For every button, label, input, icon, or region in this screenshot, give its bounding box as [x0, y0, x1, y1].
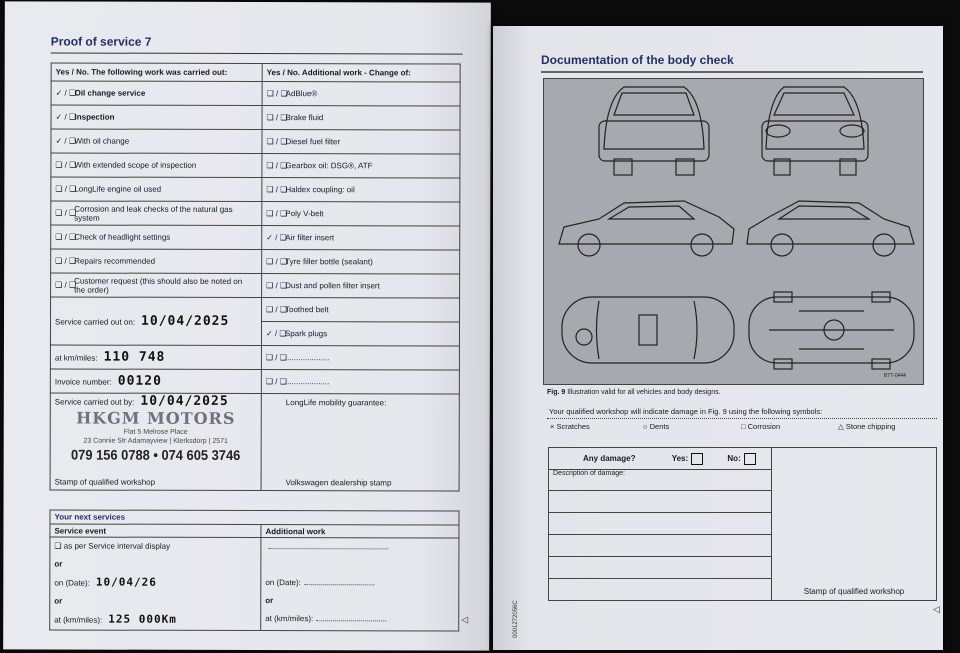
table-row: [51, 273, 460, 298]
yes-checkbox[interactable]: [691, 453, 703, 465]
next-services-table: [49, 509, 459, 631]
stamp-address-1: Flat 5 Melrose Place: [123, 428, 188, 436]
work-item-label: Corrosion and leak checks of the natural gas system: [74, 204, 233, 223]
work-item: [51, 273, 262, 298]
stamp-name: HKGM MOTORS: [76, 408, 236, 428]
checkbox-checked-icon[interactable]: ✓ / ❏: [265, 329, 287, 339]
table-row: [51, 153, 460, 178]
service-date-value: 10/04/2025: [141, 313, 230, 329]
workshop-stamp-caption: Stamp of qualified workshop: [803, 587, 905, 596]
service-table: [50, 62, 461, 491]
work-item-label: Repairs recommended: [74, 256, 156, 266]
any-damage-row: [549, 448, 772, 470]
work-item-label: Check of headlight settings: [74, 232, 171, 242]
additional-item: [262, 178, 460, 203]
description-line[interactable]: [549, 535, 772, 557]
service-date-cell: [50, 297, 261, 346]
additional-item: [262, 250, 460, 275]
checkbox-checked-icon[interactable]: ✓ / ❏: [55, 88, 77, 98]
figure-label: Fig. 9: [547, 389, 566, 396]
next-date-value: 10/04/26: [95, 575, 157, 589]
next-km-value: 125 000Km: [108, 612, 177, 626]
stamp-phone: 079 156 0788 • 074 605 3746: [71, 446, 241, 463]
blank-dots: ....................: [284, 377, 330, 387]
checkbox-icon[interactable]: ❏ / ❏: [55, 184, 77, 194]
table-row: [50, 345, 459, 370]
invoice-label: Invoice number:: [54, 377, 112, 387]
description-line[interactable]: [549, 513, 772, 535]
description-line[interactable]: [549, 579, 772, 601]
table-row: [51, 297, 460, 322]
additional-item: [262, 106, 460, 131]
at-km-label-2: at (km/miles):: [265, 614, 314, 624]
blank-item: [261, 346, 459, 371]
checkbox-checked-icon[interactable]: ✓ / ❏: [266, 233, 287, 243]
blank-dots: ....................: [284, 353, 330, 363]
at-km-label: at (km/miles):: [54, 615, 103, 625]
work-item-label: With oil change: [74, 136, 130, 146]
additional-item: [262, 82, 460, 107]
checkbox-icon[interactable]: ❏ / ❏: [266, 113, 288, 123]
guarantee-label: LongLife mobility guarantee:: [285, 398, 387, 408]
no-label: No:: [727, 453, 741, 463]
car-underbody-icon: [749, 292, 914, 369]
additional-date-row: [265, 574, 454, 592]
symbol-dents: ○ Dents: [643, 422, 670, 431]
workshop-stamp-area: [772, 448, 937, 601]
left-page: [3, 1, 491, 650]
additional-item: [262, 274, 460, 299]
page-title: Proof of service 7: [50, 34, 152, 49]
checkbox-icon[interactable]: ❏ / ❏: [55, 208, 77, 218]
symbol-corrosion: □ Corrosion: [741, 422, 781, 431]
dealer-caption: Volkswagen dealership stamp: [285, 478, 392, 488]
figure-caption: [547, 389, 721, 396]
car-side-left-icon: [559, 201, 734, 256]
title-rule: [51, 52, 463, 54]
symbol-stone-chipping: △ Stone chipping: [838, 422, 896, 431]
additional-item: [262, 226, 460, 251]
checkbox-icon[interactable]: ❏ / ❏: [266, 89, 288, 99]
invoice-cell: [50, 369, 261, 394]
table-row: [50, 369, 459, 394]
additional-item: [262, 202, 460, 227]
checkbox-icon[interactable]: ❏ / ❏: [55, 160, 77, 170]
additional-item-label: Tyre filler bottle (sealant): [285, 257, 373, 267]
table-row: [51, 129, 460, 154]
additional-item-label: Dust and pollen filter insert: [285, 281, 380, 291]
additional-item-label: Brake fluid: [285, 113, 324, 123]
service-by-label: Service carried out by:: [54, 397, 135, 407]
work-item-label: Oil change service: [74, 88, 146, 98]
table-row: [51, 81, 460, 106]
additional-item-label: Gearbox oil: DSG®, ATF: [285, 161, 373, 171]
next-km-row: [54, 610, 256, 630]
side-code: 0001272056C: [513, 600, 519, 638]
legend-rule: [547, 418, 937, 419]
additional-item-label: AdBlue®: [285, 89, 318, 99]
description-line[interactable]: [549, 557, 772, 579]
additional-item-label: Diesel fuel filter: [285, 137, 341, 147]
checkbox-checked-icon[interactable]: ✓ / ❏: [55, 136, 77, 146]
work-item: [51, 81, 262, 106]
work-item: [51, 177, 262, 202]
next-page-arrow-icon: ◁: [933, 604, 940, 614]
car-side-right-icon: [747, 201, 914, 256]
service-by-value: 10/04/2025: [140, 393, 229, 409]
right-page: [493, 26, 943, 650]
next-event-cell: [50, 537, 261, 631]
damage-table: [548, 447, 937, 601]
car-front-view-icon: [762, 87, 868, 175]
additional-km-row: [265, 610, 454, 628]
additional-item-label: Poly V-belt: [285, 209, 324, 219]
additional-item: [262, 130, 460, 155]
checkbox-icon[interactable]: ❏ / ❏: [266, 161, 288, 171]
car-diagram-figure: [543, 78, 924, 385]
work-item: [51, 249, 262, 274]
next-interval: ❏ as per Service interval display: [54, 541, 171, 551]
next-additional-header: Additional work: [261, 525, 459, 539]
col1-header: Yes / No. The following work was carried out:: [51, 63, 262, 82]
table-row: [51, 105, 460, 130]
additional-item-label: Haldex coupling: oil: [285, 185, 355, 195]
spark-plugs-label: Spark plugs: [284, 329, 328, 339]
checkbox-icon[interactable]: ❏ / ❏: [55, 232, 77, 242]
checkbox-icon[interactable]: ❏ / ❏: [265, 377, 287, 387]
next-additional-cell: [261, 538, 459, 632]
work-item-label: Customer request (this should also be noted on the order): [74, 276, 243, 295]
col2-header: Yes / No. Additional work - Change of:: [262, 64, 460, 83]
service-date-label: Service carried out on:: [54, 317, 136, 327]
stamp-caption: Stamp of qualified workshop: [54, 477, 156, 487]
dealer-stamp-cell: [261, 394, 459, 492]
checkbox-icon[interactable]: ❏ / ❏: [266, 257, 288, 267]
on-date-label-2: on (Date):: [265, 578, 301, 588]
additional-item: [262, 154, 460, 179]
car-outlines-svg: [544, 79, 923, 384]
additional-item-label: Air filter insert: [285, 233, 335, 243]
work-item: [51, 129, 262, 154]
car-rear-view-icon: [599, 87, 709, 175]
invoice-value: 00120: [117, 373, 162, 389]
table-row: [51, 201, 460, 226]
or-label-2: or: [54, 596, 63, 606]
table-row: [51, 249, 460, 274]
or-label-3: or: [265, 596, 274, 606]
work-item-label: Inspection: [74, 112, 115, 122]
stamp-address-2: 23 Connie Str Adamayview | Klerksdorp | 2571: [83, 437, 228, 445]
body-check-rule: [541, 71, 923, 73]
checkbox-icon[interactable]: ❏ / ❏: [266, 185, 288, 195]
checkbox-icon[interactable]: ❏ / ❏: [265, 353, 287, 363]
blank-item: [261, 370, 459, 395]
checkbox-checked-icon[interactable]: ✓ / ❏: [55, 112, 77, 122]
spark-plugs-item: [261, 322, 459, 347]
checkbox-icon[interactable]: ❏ / ❏: [266, 305, 288, 315]
km-value: 110 748: [103, 349, 166, 365]
description-line[interactable]: [549, 491, 772, 513]
work-item: [51, 225, 262, 250]
checkbox-icon[interactable]: ❏ / ❏: [266, 209, 288, 219]
figure-caption-text: Illustration valid for all vehicles and body designs.: [567, 389, 721, 396]
km-cell: [50, 345, 261, 370]
work-item: [51, 105, 262, 130]
next-date-row: [54, 573, 256, 593]
km-label: at km/miles:: [54, 353, 98, 363]
figure-code: BTT-0444: [884, 373, 906, 379]
no-checkbox[interactable]: [744, 453, 756, 465]
next-title: Your next services: [50, 510, 459, 525]
next-page-arrow-icon: ◁: [461, 614, 469, 625]
work-item-label: LongLife engine oil used: [74, 184, 162, 194]
toothed-belt-label: Toothed belt: [285, 305, 329, 315]
work-item-label: With extended scope of inspection: [74, 160, 197, 170]
legend-intro: Your qualified workshop will indicate damage in Fig. 9 using the following symbols:: [549, 407, 823, 416]
car-top-view-icon: [562, 297, 734, 363]
blank-line: [265, 538, 454, 556]
description-label: Description of damage:: [549, 470, 772, 491]
next-event-header: Service event: [50, 524, 261, 538]
dotted-line: [268, 548, 388, 549]
checkbox-icon[interactable]: ❏ / ❏: [266, 137, 288, 147]
checkbox-icon[interactable]: ❏ / ❏: [55, 280, 77, 290]
or-label: or: [54, 559, 63, 569]
toothed-belt-item: [262, 298, 460, 323]
table-row: [51, 177, 460, 202]
workshop-stamp-cell: [50, 393, 261, 491]
table-row: [51, 225, 460, 250]
checkbox-icon[interactable]: ❏ / ❏: [266, 281, 288, 291]
work-item: [51, 153, 262, 178]
dotted-line: [304, 584, 374, 585]
body-check-title: Documentation of the body check: [541, 53, 734, 67]
on-date-label: on (Date):: [54, 578, 90, 588]
yes-label: Yes:: [671, 453, 689, 463]
checkbox-icon[interactable]: ❏ / ❏: [55, 256, 77, 266]
dotted-line: [316, 620, 386, 621]
symbol-scratches: × Scratches: [550, 422, 590, 431]
work-item: [51, 201, 262, 226]
stamp-row: [50, 393, 459, 491]
any-damage-label: Any damage?: [583, 453, 636, 463]
